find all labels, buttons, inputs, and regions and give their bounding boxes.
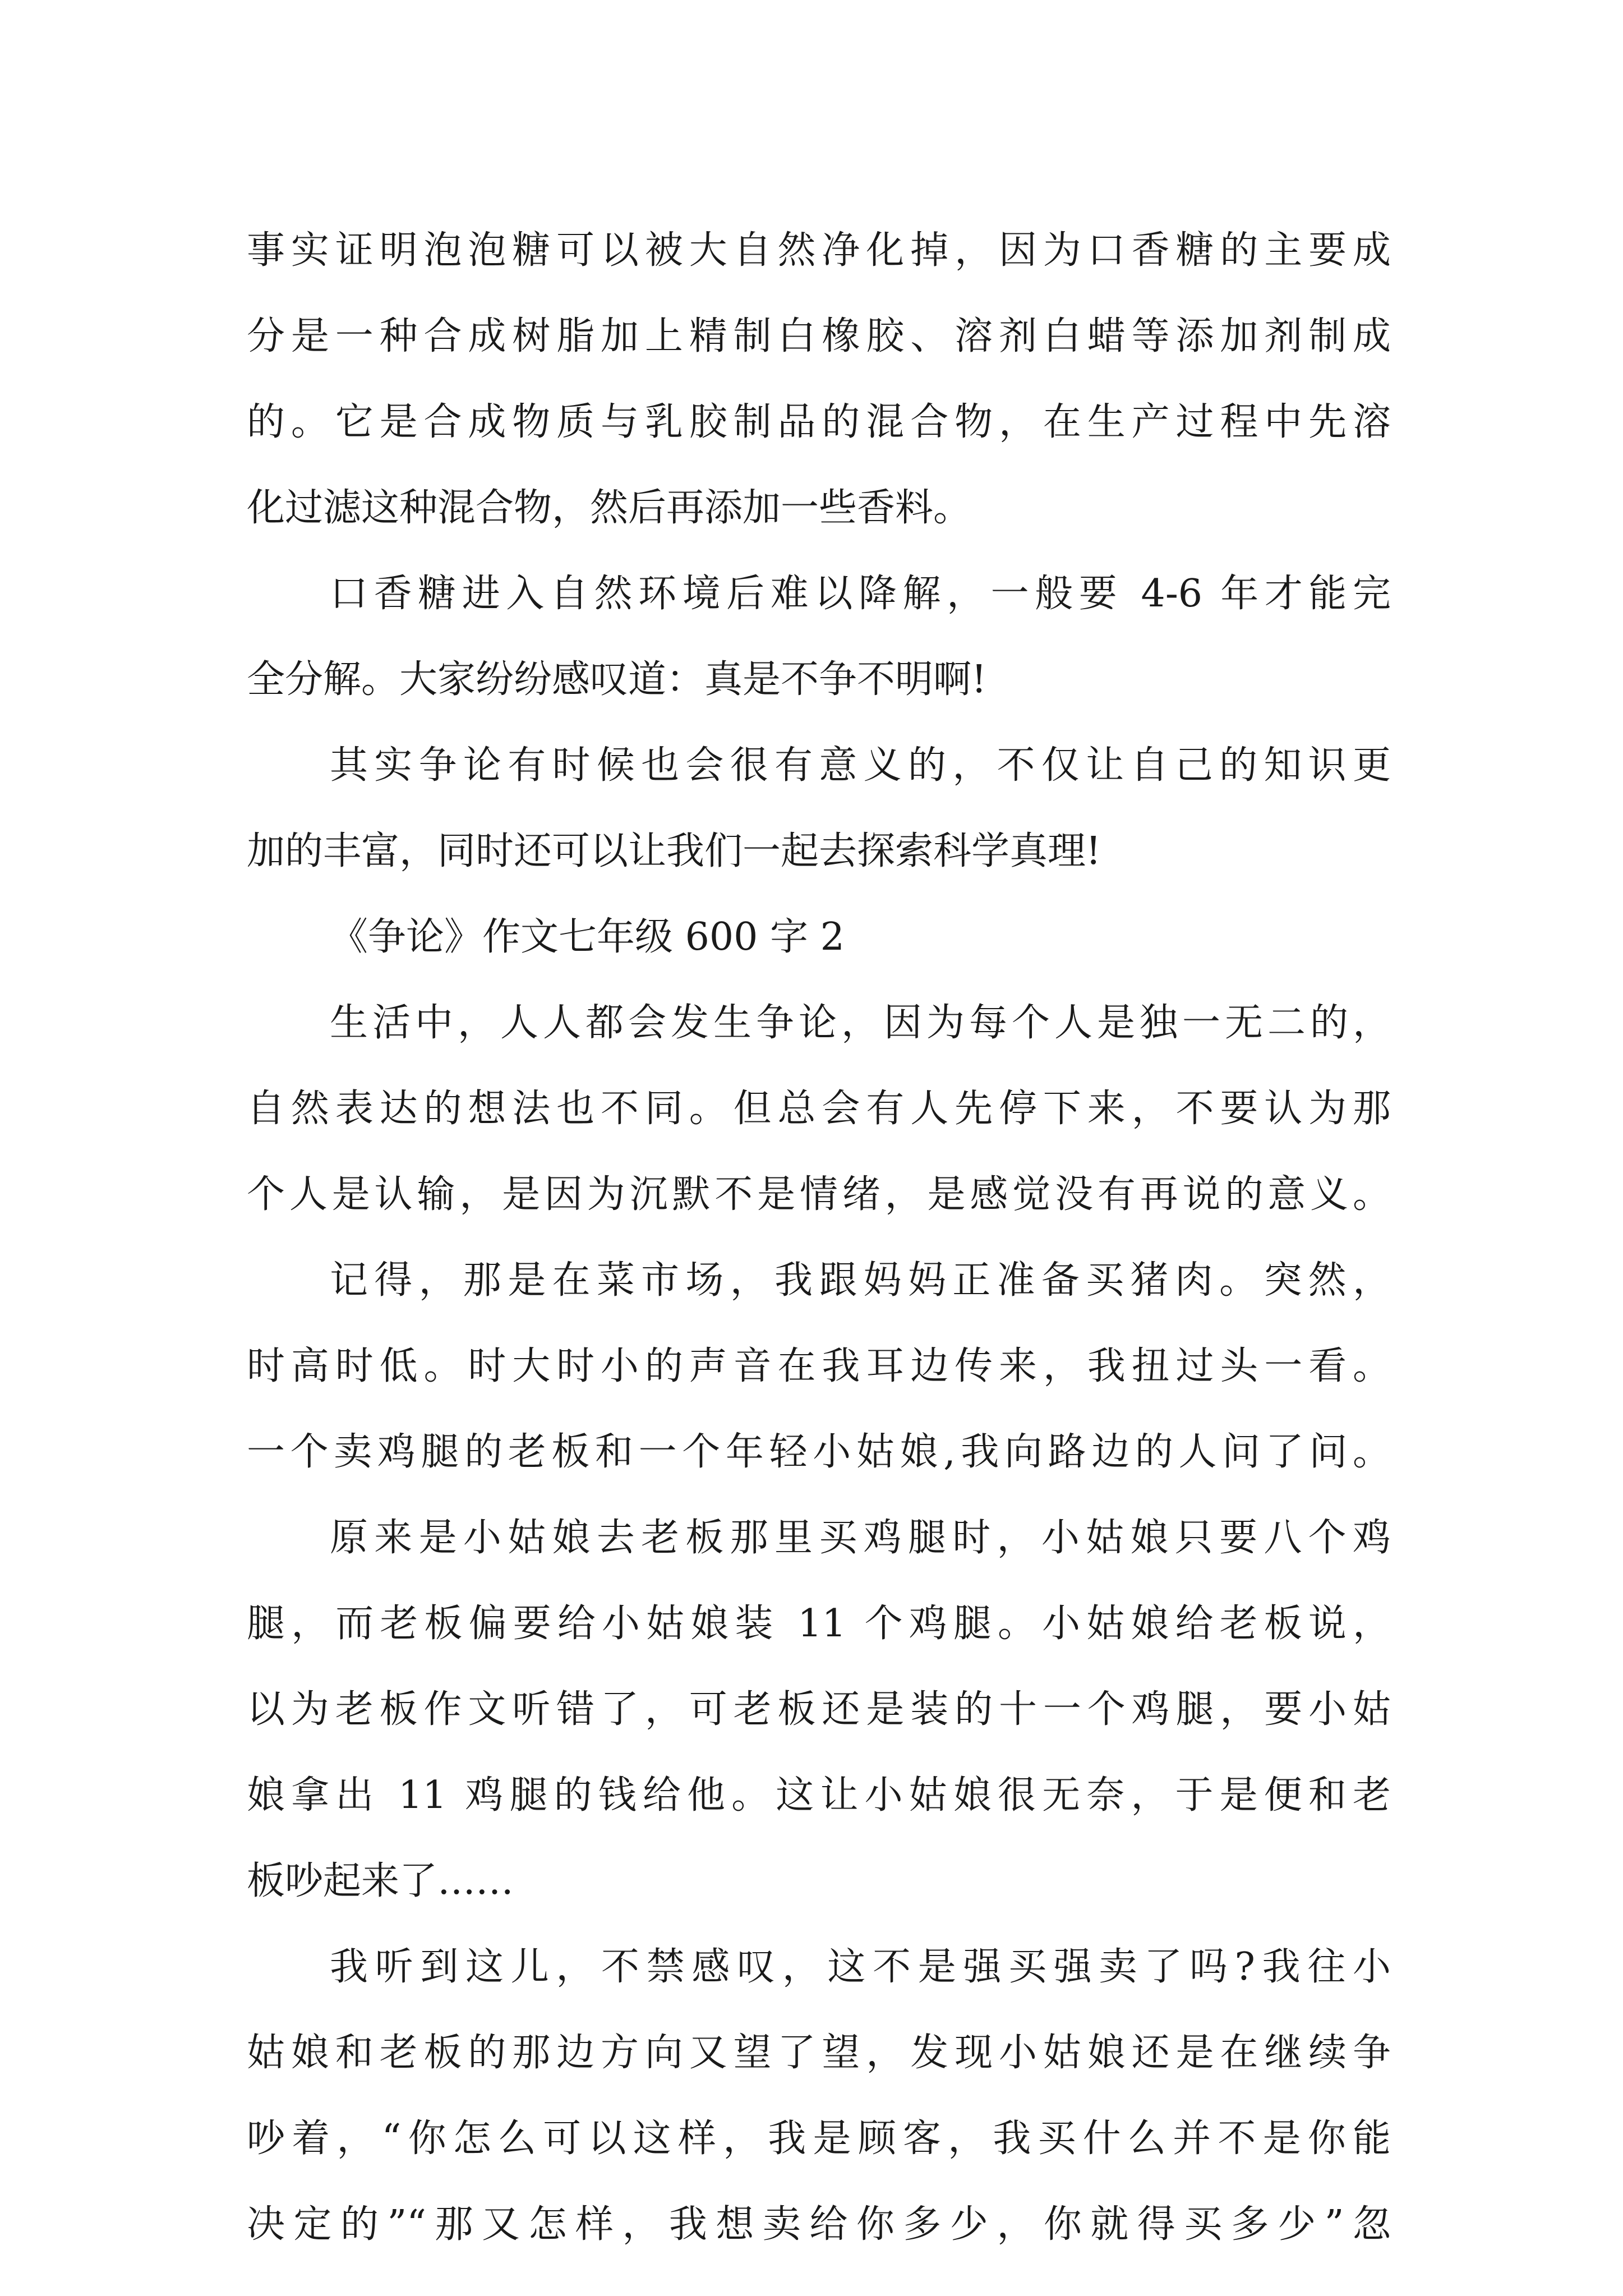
text-line: 个人是认输，是因为沉默不是情绪，是感觉没有再说的意义。 [247, 1172, 1391, 1217]
text-line: 记得，那是在菜市场，我跟妈妈正准备买猪肉。突然， [330, 1258, 1391, 1303]
text-line: 决定的”“那又怎样，我想卖给你多少，你就得买多少”忽 [247, 2202, 1391, 2247]
text-line: 时高时低。时大时小的声音在我耳边传来，我扭过头一看。 [247, 1344, 1391, 1388]
text-line: 姑娘和老板的那边方向又望了望，发现小姑娘还是在继续争 [247, 2031, 1391, 2075]
text-line: 我听到这儿，不禁感叹，这不是强买强卖了吗?我往小 [330, 1945, 1391, 1989]
text-line: 的。它是合成物质与乳胶制品的混合物，在生产过程中先溶 [247, 400, 1391, 444]
text-line: 一个卖鸡腿的老板和一个年轻小姑娘,我向路边的人问了问。 [247, 1430, 1391, 1474]
essay-body [247, 208, 1391, 2267]
text-line: 其实争论有时候也会很有意义的，不仅让自己的知识更 [330, 743, 1391, 788]
text-line: 事实证明泡泡糖可以被大自然净化掉，因为口香糖的主要成 [247, 228, 1391, 273]
text-line: 吵着，“你怎么可以这样，我是顾客，我买什么并不是你能 [247, 2116, 1391, 2161]
text-line: 以为老板作文听错了，可老板还是装的十一个鸡腿，要小姑 [247, 1687, 1391, 1732]
text-line: 腿，而老板偏要给小姑娘装 11 个鸡腿。小姑娘给老板说， [247, 1602, 1391, 1646]
text-line: 加的丰富，同时还可以让我们一起去探索科学真理! [247, 829, 1101, 873]
text-line: 口香糖进入自然环境后难以降解，一般要 4-6 年才能完 [330, 572, 1391, 616]
section-heading: 《争论》作文七年级 600 字 2 [330, 915, 845, 959]
text-line: 分是一种合成树脂加上精制白橡胶、溶剂白蜡等添加剂制成 [247, 314, 1391, 358]
text-line: 化过滤这种混合物，然后再添加一些香料。 [247, 486, 972, 530]
text-line: 板吵起来了…… [247, 1859, 514, 1903]
text-line: 原来是小姑娘去老板那里买鸡腿时，小姑娘只要八个鸡 [330, 1516, 1391, 1560]
text-line: 自然表达的想法也不同。但总会有人先停下来，不要认为那 [247, 1087, 1391, 1131]
text-line: 生活中，人人都会发生争论，因为每个人是独一无二的， [330, 1001, 1391, 1045]
text-line: 娘拿出 11 鸡腿的钱给他。这让小姑娘很无奈，于是便和老 [247, 1773, 1391, 1818]
text-line: 全分解。大家纷纷感叹道：真是不争不明啊! [247, 657, 987, 702]
